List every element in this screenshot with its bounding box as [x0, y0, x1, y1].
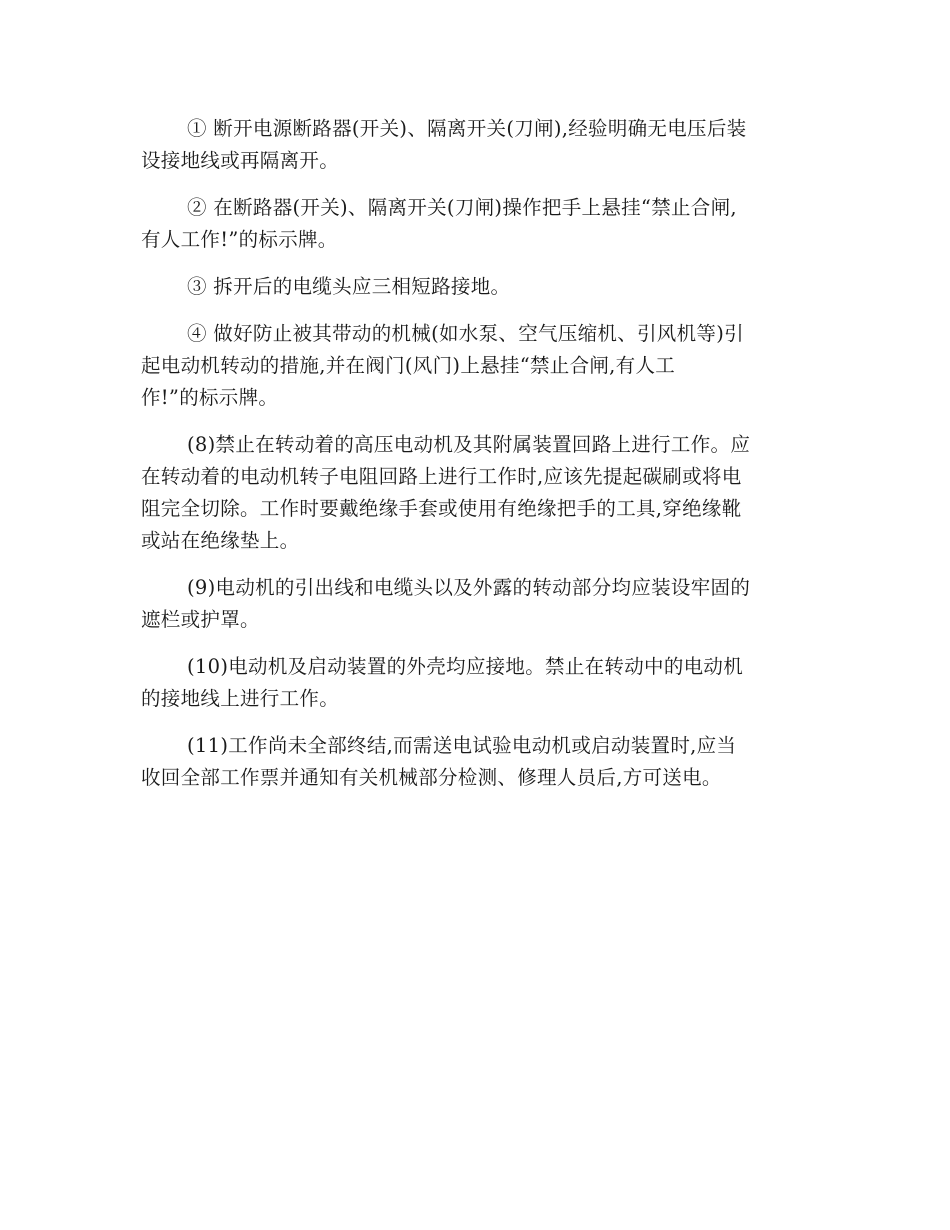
paragraph-line: ① 断开电源断路器(开关)、隔离开关(刀闸),经验明确无电压后装 [187, 117, 747, 140]
paragraph-line: 在转动着的电动机转子电阻回路上进行工作时,应该先提起碳刷或将电 [141, 465, 742, 488]
paragraph-line: 起电动机转动的措施,并在阀门(风门)上悬挂“禁止合闸,有人工 [141, 354, 676, 377]
paragraph-step-2 [141, 192, 809, 256]
paragraph-line: 阻完全切除。工作时要戴绝缘手套或使用有绝缘把手的工具,穿绝缘靴 [141, 497, 742, 520]
paragraph-line: (8)禁止在转动着的高压电动机及其附属装置回路上进行工作。应 [187, 433, 751, 456]
paragraph-line: 或站在绝缘垫上。 [141, 529, 300, 552]
paragraph-line: 设接地线或再隔离开。 [141, 149, 340, 172]
paragraph-line: 作!”的标示牌。 [141, 386, 279, 409]
paragraph-item-8 [141, 429, 809, 557]
paragraph-line: 遮栏或护罩。 [141, 608, 260, 631]
paragraph-item-11 [141, 730, 809, 794]
paragraph-line: 有人工作!”的标示牌。 [141, 228, 338, 251]
paragraph-line: (9)电动机的引出线和电缆头以及外露的转动部分均应装设牢固的 [187, 576, 751, 599]
paragraph-step-1 [141, 113, 809, 177]
paragraph-line: ④ 做好防止被其带动的机械(如水泵、空气压缩机、引风机等)引 [187, 322, 744, 345]
paragraph-line: (10)电动机及启动装置的外壳均应接地。禁止在转动中的电动机 [187, 655, 744, 678]
paragraph-line: ③ 拆开后的电缆头应三相短路接地。 [187, 275, 511, 298]
paragraph-line: 收回全部工作票并通知有关机械部分检测、修理人员后,方可送电。 [141, 766, 722, 789]
document-body [141, 113, 809, 809]
paragraph-item-9 [141, 572, 809, 636]
paragraph-line: (11)工作尚未全部终结,而需送电试验电动机或启动装置时,应当 [187, 734, 737, 757]
paragraph-line: 的接地线上进行工作。 [141, 687, 340, 710]
paragraph-item-10 [141, 651, 809, 715]
paragraph-line: ② 在断路器(开关)、隔离开关(刀闸)操作把手上悬挂“禁止合闸, [187, 196, 737, 219]
paragraph-step-4 [141, 318, 809, 414]
paragraph-step-3 [141, 271, 809, 303]
